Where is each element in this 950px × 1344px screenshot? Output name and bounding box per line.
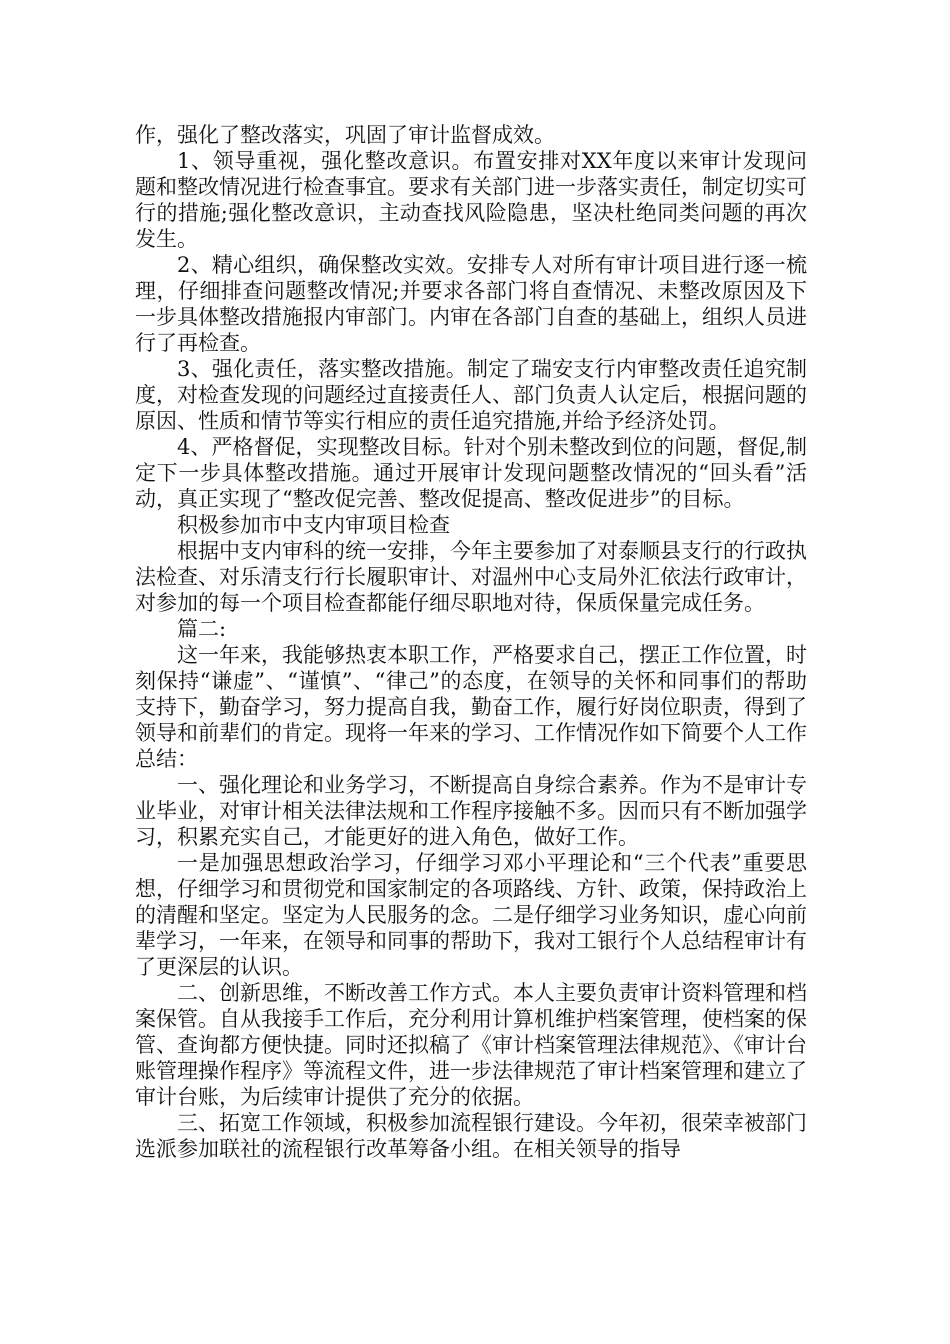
paragraph-item-4: 4、严格督促，实现整改目标。针对个别未整改到位的问题，督促,制定下一步具体整改措施。通过开展审计发现问题整改情况的“回头看”活动，真正实现了“整改促完善、整改促提高、整改促进步”的目标。 [135,435,807,511]
part-two-heading: 篇二: [177,617,227,641]
paragraph-section-three: 三、拓宽工作领域，积极参加流程银行建设。今年初，很荣幸被部门选派参加联社的流程银行改革筹备小组。在相关领导的指导 [135,1111,807,1161]
paragraph-section-one: 一、强化理论和业务学习，不断提高自身综合素养。作为不是审计专业毕业，对审计相关法律法规和工作程序接触不多。因而只有不断加强学习，积累充实自己，才能更好的进入角色，做好工作。 [135,773,807,849]
paragraph-continuation: 作，强化了整改落实，巩固了审计监督成效。 [135,123,555,147]
paragraph-item-1: 1、领导重视，强化整改意识。布置安排对XX年度以来审计发现问题和整改情况进行检查事宜。要求有关部门进一步落实责任，制定切实可行的措施;强化整改意识，主动查找风险隐患，坚决杜绝同类问题的再次发生。 [135,149,807,251]
paragraph-intro: 这一年来，我能够热衷本职工作，严格要求自己，摆正工作位置，时刻保持“谦虚”、“谨慎”、“律己”的态度，在领导的关怀和同事们的帮助支持下，勤奋学习，努力提高自我，勤奋工作，履行好岗位职责，得到了领导和前辈们的肯定。现将一年来的学习、工作情况作如下简要个人工作总结： [135,643,807,771]
paragraph-study: 一是加强思想政治学习，仔细学习邓小平理论和“三个代表”重要思想，仔细学习和贯彻党和国家制定的各项路线、方针、政策，保持政治上的清醒和坚定。坚定为人民服务的念。二是仔细学习业务知识，虚心向前辈学习，一年来，在领导和同事的帮助下，我对工银行个人总结程审计有了更深层的认识。 [135,851,807,979]
paragraph-section-two: 二、创新思维，不断改善工作方式。本人主要负责审计资料管理和档案保管。自从我接手工作后，充分利用计算机维护档案管理，使档案的保管、查询都方便快捷。同时还拟稿了《审计档案管理法律规范》、《审计台账管理操作程序》等流程文件，进一步法律规范了审计档案管理和建立了审计台账，为后续审计提供了充分的依据。 [135,981,807,1109]
paragraph-item-3: 3、强化责任，落实整改措施。制定了瑞安支行内审整改责任追究制度，对检查发现的问题经过直接责任人、部门负责人认定后，根据问题的原因、性质和情节等实行相应的责任追究措施,并给予经济处罚。 [135,357,807,433]
section-heading: 积极参加市中支内审项目检查 [177,513,450,537]
paragraph-inspection: 根据中支内审科的统一安排，今年主要参加了对泰顺县支行的行政执法检查、对乐清支行行长履职审计、对温州中心支局外汇依法行政审计，对参加的每一个项目检查都能仔细尽职地对待，保质保量完成任务。 [135,539,807,615]
paragraph-item-2: 2、精心组织，确保整改实效。安排专人对所有审计项目进行逐一梳理，仔细排查问题整改情况;并要求各部门将自查情况、未整改原因及下一步具体整改措施报内审部门。内审在各部门自查的基础上，组织人员进行了再检查。 [135,253,807,355]
document-body [135,122,807,1162]
